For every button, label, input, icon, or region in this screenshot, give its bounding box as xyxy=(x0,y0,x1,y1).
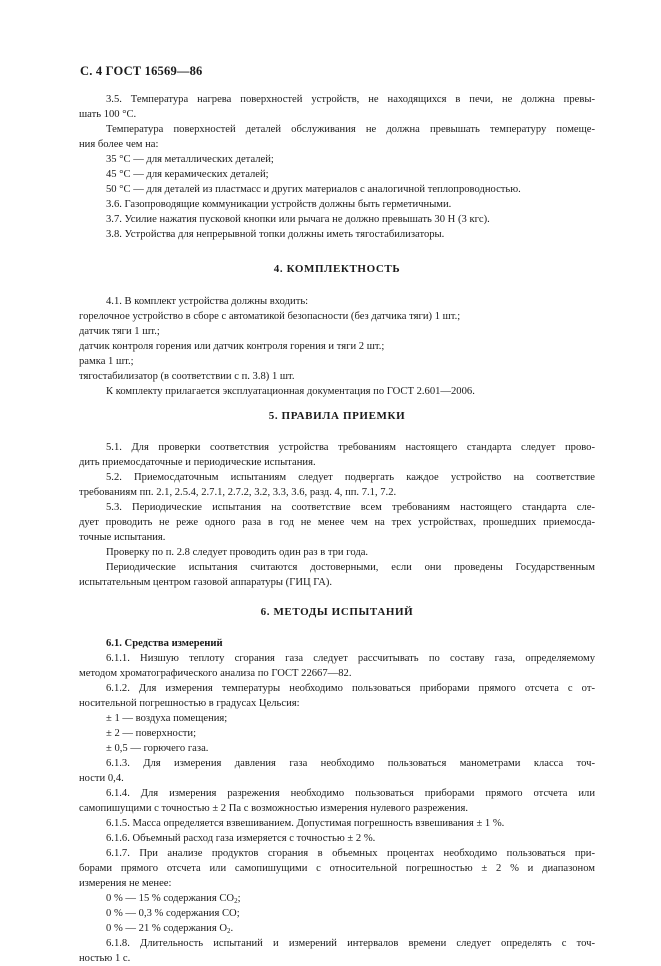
clause-3-8: 3.8. Устройства для непрерывной топки должны иметь тягостабилизаторы. xyxy=(106,229,445,240)
clause-6-1-7-line-2: борами прямого отсчета или самопишущими с относительной погрешностью ± 2 % и диапазоном xyxy=(79,863,595,874)
temp-item-metal: 35 °С — для металлических деталей; xyxy=(106,154,274,165)
clause-3-5-line-1: 3.5. Температура нагрева поверхностей устройств, не находящихся в печи, не должна превы- xyxy=(106,94,595,105)
check-2-8: Проверку по п. 2.8 следует проводить один раз в три года. xyxy=(106,547,369,558)
temp-paragraph-line-1: Температура поверхностей деталей обслуживания не должна превышать температуру помеще- xyxy=(106,124,595,135)
clause-6-1-2-line-1: 6.1.2. Для измерения температуры необходимо пользоваться приборами прямого отсчета с от- xyxy=(106,683,595,694)
subsection-6-1-heading: 6.1. Средства измерений xyxy=(106,638,223,649)
clause-6-1-7-line-1: 6.1.7. При анализе продуктов сгорания в объемных процентах необходимо пользоваться при- xyxy=(106,848,595,859)
section-4-heading: 4. КОМПЛЕКТНОСТЬ xyxy=(273,263,401,275)
clause-3-5-line-2: шать 100 °С. xyxy=(79,109,137,120)
clause-6-1-8-line-1: 6.1.8. Длительность испытаний и измерений интервалов времени следует определять с точ- xyxy=(106,938,595,949)
kit-item-frame: рамка 1 шт.; xyxy=(79,356,134,367)
clause-4-1: 4.1. В комплект устройства должны входить: xyxy=(106,296,309,307)
kit-item-stabilizer: тягостабилизатор (в соответствии с п. 3.8) 1 шт. xyxy=(79,371,295,382)
page-header: С. 4 ГОСТ 16569—86 xyxy=(80,64,203,78)
accuracy-air: ± 1 — воздуха помещения; xyxy=(106,713,228,724)
clause-6-1-2-line-2: носительной погрешностью в градусах Цельсия: xyxy=(79,698,300,709)
temp-item-plastic: 50 °С — для деталей из пластмасс и других материалов с аналогичной теплопроводностью. xyxy=(106,184,521,195)
clause-5-2-line-2: требованиям пп. 2.1, 2.5.4, 2.7.1, 2.7.2, 3.2, 3.3, 3.6, разд. 4, пп. 7.1, 7.2. xyxy=(79,487,397,498)
clause-3-6: 3.6. Газопроводящие коммуникации устройств должны быть герметичными. xyxy=(106,199,452,210)
section-5 xyxy=(79,409,595,590)
clause-6-1-3-line-1: 6.1.3. Для измерения давления газа необходимо пользоваться манометрами класса точ- xyxy=(106,758,595,769)
clause-6-1-4-line-1: 6.1.4. Для измерения разрежения необходимо пользоваться приборами прямого отсчета или xyxy=(106,788,595,799)
kit-item-flame-sensor: датчик контроля горения или датчик контроля горения и тяги 2 шт.; xyxy=(79,341,385,352)
clause-6-1-8-line-2: ностью 1 с. xyxy=(79,953,131,964)
kit-documentation: К комплекту прилагается эксплуатационная документация по ГОСТ 2.601—2006. xyxy=(106,386,475,397)
clause-6-1-1-line-2: методом хроматографического анализа по ГОСТ 22667—82. xyxy=(79,668,352,679)
section-3 xyxy=(79,92,595,242)
clause-5-3-line-1: 5.3. Периодические испытания на соответствие всем требованиям настоящего стандарта сле- xyxy=(106,502,595,513)
kit-item-burner: горелочное устройство в сборе с автоматикой безопасности (без датчика тяги) 1 шт.; xyxy=(79,311,461,322)
section-6 xyxy=(79,605,595,966)
clause-6-1-3-line-2: ности 0,4. xyxy=(79,773,124,784)
clause-6-1-6: 6.1.6. Объемный расход газа измеряется с точностью ± 2 %. xyxy=(106,833,376,844)
section-5-heading: 5. ПРАВИЛА ПРИЕМКИ xyxy=(268,410,406,422)
clause-5-3-line-2: дует проводить не реже одного раза в год не менее чем на трех устройствах, прошедших приемосда- xyxy=(79,517,595,528)
clause-5-3-line-3: точные испытания. xyxy=(79,532,166,543)
clause-5-2-line-1: 5.2. Приемосдаточным испытаниям следует подвергать каждое устройство на соответствие xyxy=(106,472,595,483)
clause-3-7: 3.7. Усилие нажатия пусковой кнопки или рычага не должно превышать 30 Н (3 кгс). xyxy=(106,214,490,225)
document-body xyxy=(79,92,595,966)
clause-6-1-5: 6.1.5. Масса определяется взвешиванием. Допустимая погрешность взвешивания ± 1 %. xyxy=(106,818,505,829)
temp-paragraph-line-2: ния более чем на: xyxy=(79,139,159,150)
range-co2: 0 % — 15 % содержания $CO_2$; xyxy=(106,893,241,905)
periodic-tests-line-2: испытательным центром газовой аппаратуры (ГИЦ ГА). xyxy=(79,577,333,588)
clause-5-1-line-1: 5.1. Для проверки соответствия устройства требованиям настоящего стандарта следует прово- xyxy=(106,442,595,453)
range-o2: 0 % — 21 % содержания $O_2$. xyxy=(106,923,234,935)
temp-item-ceramic: 45 °С — для керамических деталей; xyxy=(106,169,269,180)
kit-item-draft-sensor: датчик тяги 1 шт.; xyxy=(79,326,160,337)
section-6-heading: 6. МЕТОДЫ ИСПЫТАНИЙ xyxy=(260,606,414,618)
clause-5-1-line-2: дить приемосдаточные и периодические испытания. xyxy=(79,457,316,468)
accuracy-surface: ± 2 — поверхности; xyxy=(106,728,197,739)
periodic-tests-line-1: Периодические испытания считаются достоверными, если они проведены Государственным xyxy=(106,562,595,573)
section-4 xyxy=(79,262,595,399)
clause-6-1-4-line-2: самопишущими с точностью ± 2 Па с возможностью измерения нулевого разрежения. xyxy=(79,803,468,814)
range-co: 0 % — 0,3 % содержания CO; xyxy=(106,908,240,919)
clause-6-1-7-line-3: измерения не менее: xyxy=(79,878,172,889)
accuracy-gas: ± 0,5 — горючего газа. xyxy=(106,743,209,754)
clause-6-1-1-line-1: 6.1.1. Низшую теплоту сгорания газа следует рассчитывать по составу газа, определяемому xyxy=(106,653,595,664)
